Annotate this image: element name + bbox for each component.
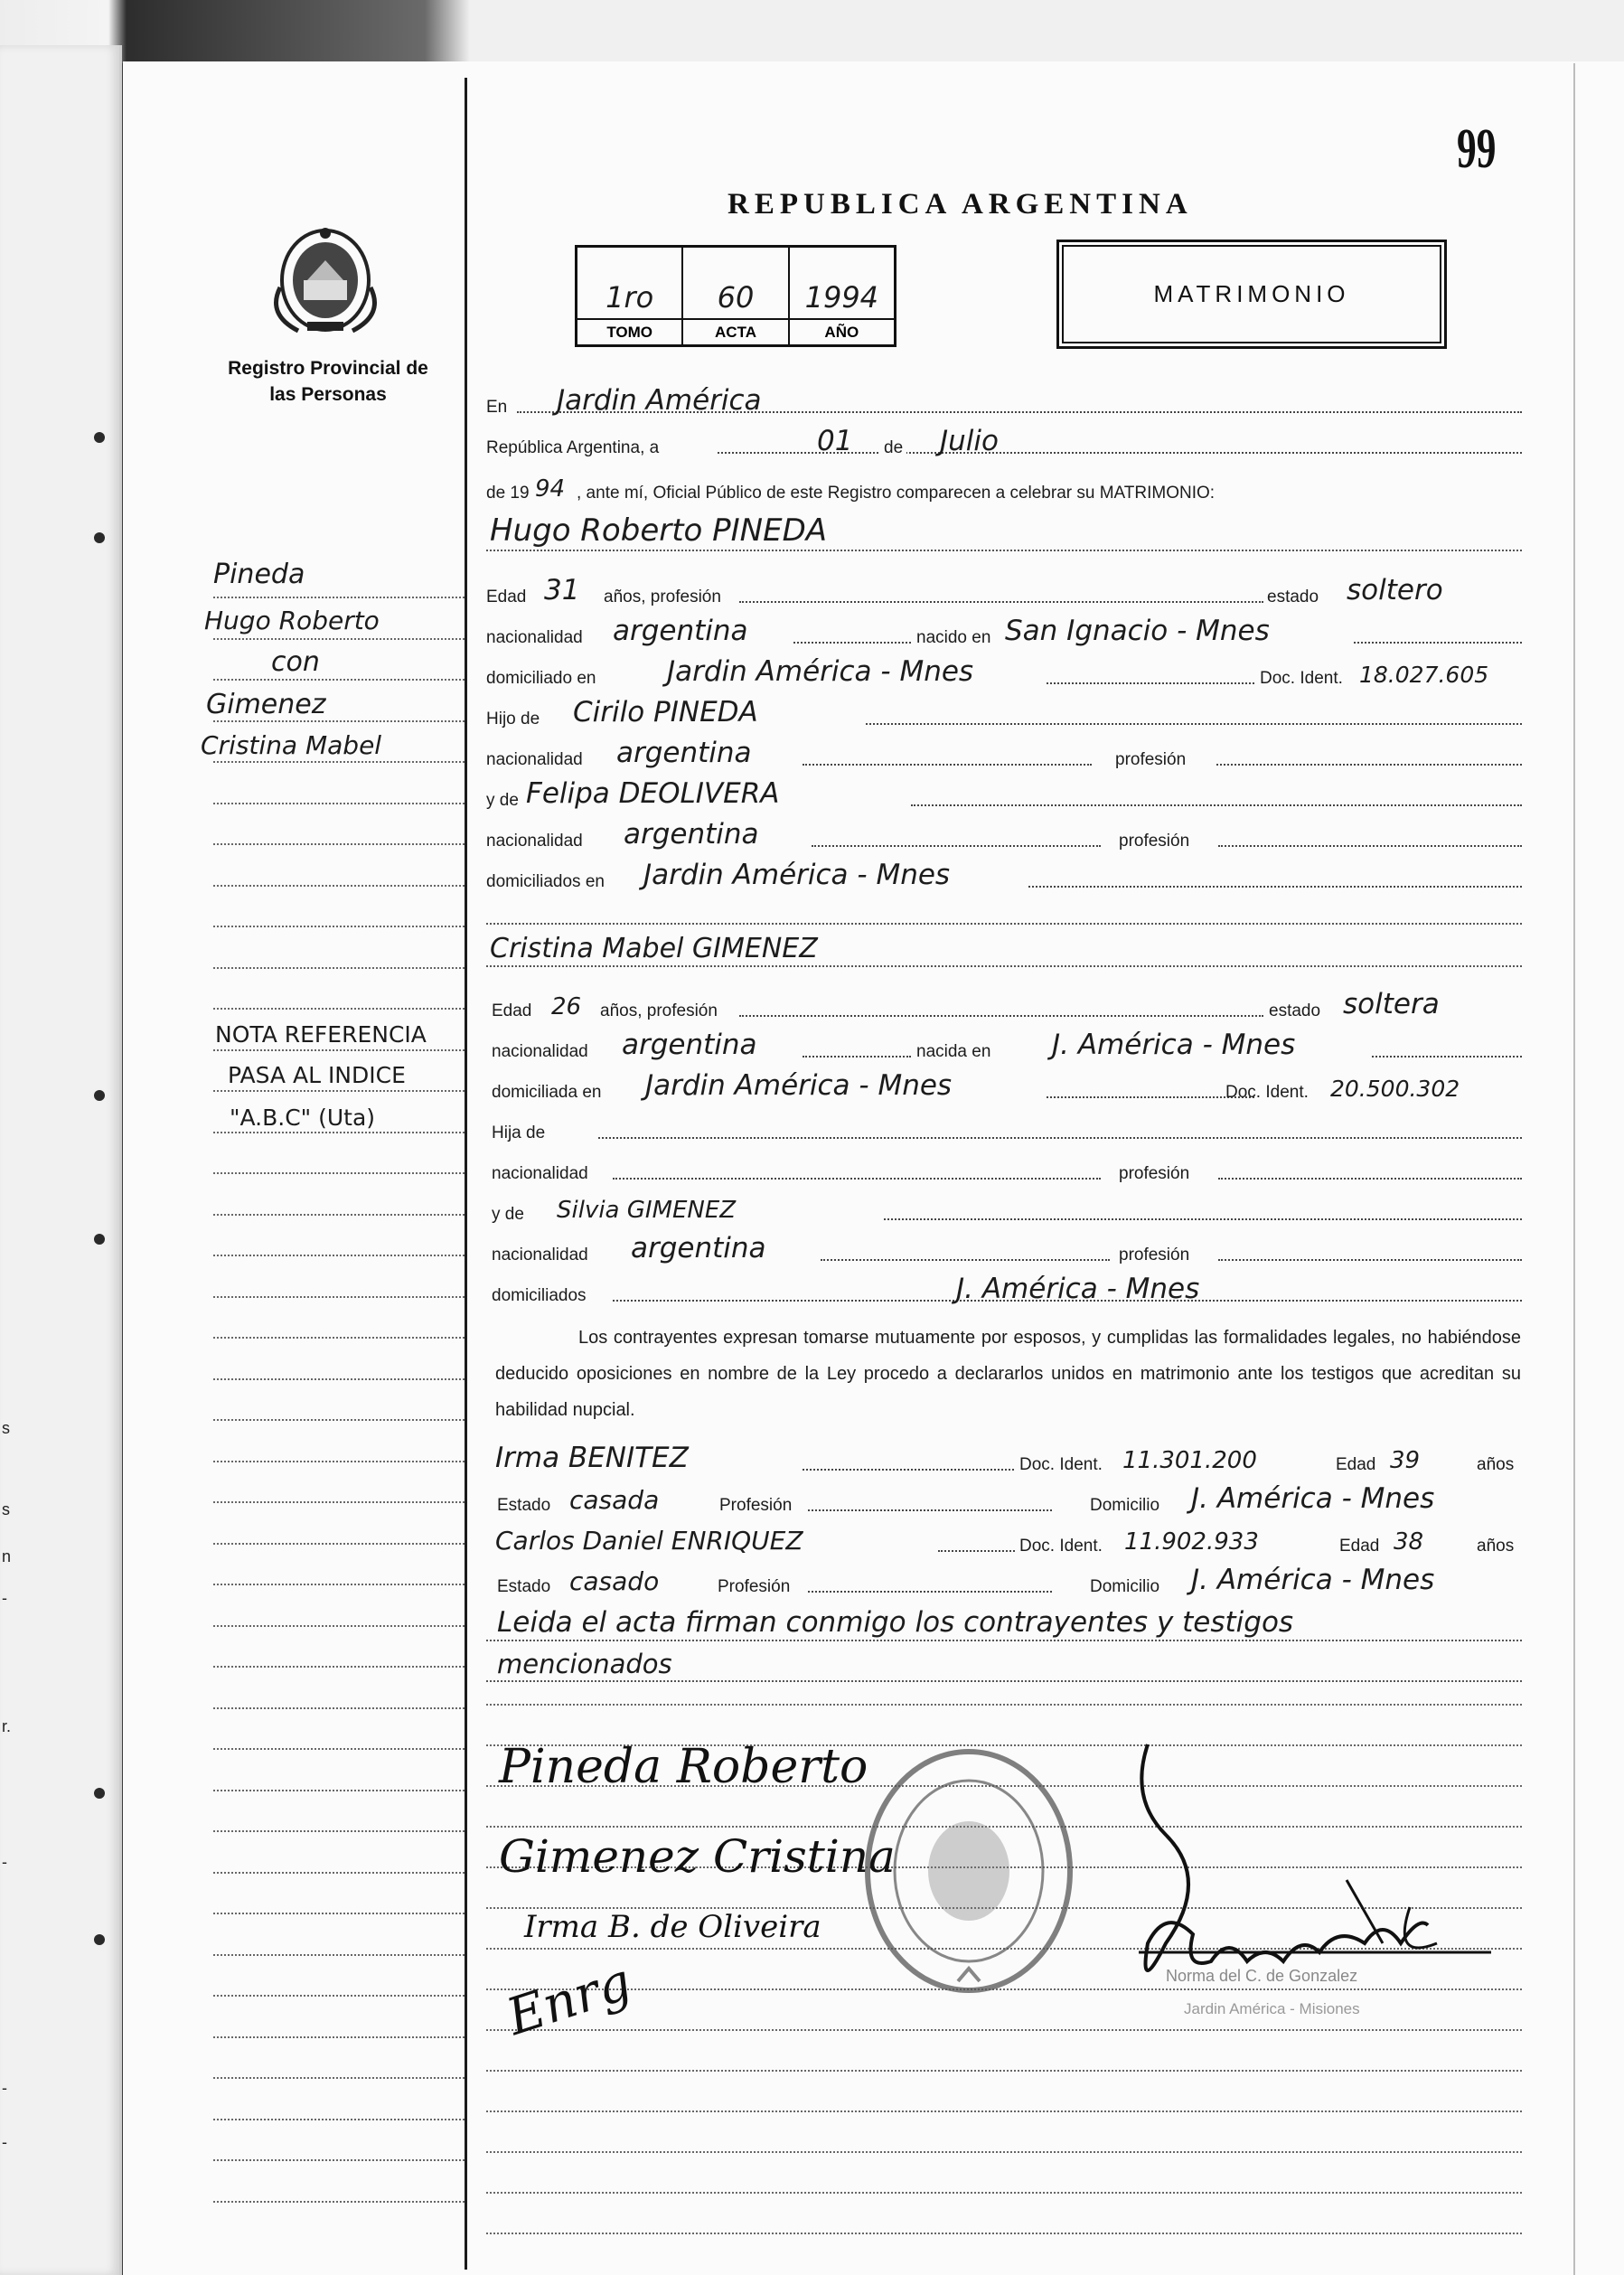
acta-label: ACTA xyxy=(683,318,787,344)
bride-mother-nac-label: nacionalidad xyxy=(492,1246,588,1264)
country-title: REPUBLICA ARGENTINA xyxy=(728,188,1193,221)
groom-mother-nac-row xyxy=(486,813,1522,855)
groom-father-nac-row xyxy=(486,732,1522,774)
witness2-doc-label: Doc. Ident. xyxy=(1016,1537,1106,1556)
scanner-background xyxy=(0,0,1624,63)
groom-father-nac: argentina xyxy=(616,737,752,769)
groom-nac-row xyxy=(486,610,1522,652)
groom-profesion-label: años, profesión xyxy=(604,588,721,606)
groom-mother-nac: argentina xyxy=(624,818,759,851)
witness1-name: Irma BENITEZ xyxy=(495,1442,689,1474)
bride-yde-label: y de xyxy=(492,1205,524,1224)
groom-edad: 31 xyxy=(544,574,580,606)
closing-row-1 xyxy=(486,1602,1522,1643)
groom-domicilio: Jardin América - Mnes xyxy=(667,655,974,688)
acta-value: 60 xyxy=(717,280,755,315)
ruled-line xyxy=(486,2070,1522,2072)
de-label: de xyxy=(880,438,906,458)
margin-ruled-line xyxy=(213,843,465,845)
witness2-profesion-label: Profesión xyxy=(718,1577,791,1596)
margin-ruled-line xyxy=(213,638,465,640)
margin-ruled-line xyxy=(213,1748,465,1750)
groom-estado: soltero xyxy=(1347,574,1443,606)
tomo-value: 1ro xyxy=(605,280,654,315)
margin-ruled-line xyxy=(213,597,465,598)
margin-ruled-line xyxy=(213,1296,465,1298)
groom-edad-label: Edad xyxy=(486,588,527,606)
margin-ruled-line xyxy=(213,1625,465,1627)
margin-ruled-line xyxy=(213,885,465,887)
bride-edad: 26 xyxy=(551,993,582,1020)
bride-doc: 20.500.302 xyxy=(1330,1076,1460,1102)
witness2-edad-label: Edad xyxy=(1339,1537,1380,1556)
witness1-anos-label: años xyxy=(1477,1455,1515,1474)
bride-domicilio: Jardin América - Mnes xyxy=(645,1069,953,1102)
groom-mother-nac-label: nacionalidad xyxy=(486,832,583,851)
witness-signature: Irma B. de Oliveira xyxy=(524,1909,821,1945)
margin-divider xyxy=(465,78,467,2270)
ano-cell xyxy=(790,248,894,344)
groom-doc-label: Doc. Ident. xyxy=(1260,669,1343,688)
bride-nacionalidad: argentina xyxy=(622,1029,757,1061)
margin-con: con xyxy=(271,646,320,678)
ruled-line xyxy=(486,2192,1522,2194)
official-signature-icon xyxy=(1112,1726,1500,2052)
tomo-cell xyxy=(577,248,683,344)
book-reference-box xyxy=(575,245,896,347)
margin-ruled-line xyxy=(213,1666,465,1668)
margin-ruled-line xyxy=(213,2201,465,2203)
margin-ruled-line xyxy=(213,1872,465,1874)
margin-ruled-line xyxy=(213,2119,465,2120)
bride-father-row xyxy=(486,1105,1522,1147)
closing-line-2: mencionados xyxy=(497,1649,672,1679)
bride-age-row xyxy=(486,983,1522,1025)
bride-parents-dom-label: domiciliados xyxy=(492,1286,587,1305)
bride-nac-label: nacionalidad xyxy=(492,1042,588,1061)
margin-ruled-line xyxy=(213,1378,465,1380)
witness2-domicilio-label: Domicilio xyxy=(1090,1577,1160,1596)
witness2-edad: 38 xyxy=(1394,1528,1424,1556)
bride-profesion-label: años, profesión xyxy=(600,1001,718,1020)
blank-row xyxy=(486,890,1522,926)
groom-father-prof-label: profesión xyxy=(1115,750,1187,769)
ruled-line xyxy=(486,2233,1522,2234)
margin-ruled-line xyxy=(213,1913,465,1914)
groom-father-nac-label: nacionalidad xyxy=(486,750,583,769)
provincial-crest-icon xyxy=(262,224,389,342)
year-value: 94 xyxy=(535,475,566,503)
bride-edad-label: Edad xyxy=(492,1001,532,1020)
registry-title: Registro Provincial de las Personas xyxy=(228,358,428,405)
declaration-text: Los contrayentes expresan tomarse mutuamente por esposos, y cumplidas las formalidades legales, no habiéndose deducido oposiciones en nombre de la Ley procedo a declararlos unidos en matrimonio ante los testigos que acreditan su habilidad nupcial. xyxy=(495,1328,1521,1420)
witness1-profesion-label: Profesión xyxy=(719,1496,793,1515)
witness2-signature: Enrg xyxy=(500,1952,639,2047)
tomo-label: TOMO xyxy=(577,318,681,344)
witness2-domicilio: J. América - Mnes xyxy=(1191,1564,1435,1596)
bride-name: Cristina Mabel GIMENEZ xyxy=(490,933,818,964)
groom-yde-label: y de xyxy=(486,791,519,810)
margin-surname-2: Gimenez xyxy=(206,689,326,720)
groom-nac-label: nacionalidad xyxy=(486,628,583,647)
margin-ruled-line xyxy=(213,1501,465,1503)
page-number: 99 xyxy=(1457,118,1497,180)
place-value: Jardin América xyxy=(557,384,762,417)
margin-ruled-line xyxy=(213,926,465,927)
date-row xyxy=(486,420,1522,462)
margin-given-2: Cristina Mabel xyxy=(201,730,382,760)
margin-ruled-line xyxy=(213,1090,465,1092)
place-label: En xyxy=(486,398,508,417)
registry-seal-icon xyxy=(860,1744,1077,1998)
ruled-line xyxy=(486,2151,1522,2153)
bride-parents-dom-row xyxy=(486,1268,1522,1310)
groom-nacido-label: nacido en xyxy=(916,628,991,647)
month-value: Julio xyxy=(940,425,999,457)
margin-ruled-line xyxy=(213,720,465,722)
bride-mother-row xyxy=(486,1187,1522,1228)
ruled-line xyxy=(486,1704,1522,1706)
bride-signature: Gimenez Cristina xyxy=(499,1830,896,1883)
margin-ruled-line xyxy=(213,1049,465,1051)
bride-mother-nac-row xyxy=(486,1227,1522,1269)
margin-ruled-line xyxy=(213,1172,465,1174)
bride-father-nac-label: nacionalidad xyxy=(492,1164,588,1183)
groom-parents-dom: Jardin América - Mnes xyxy=(643,859,951,891)
margin-ruled-line xyxy=(213,679,465,681)
bride-father-prof-label: profesión xyxy=(1119,1164,1190,1183)
ano-label: AÑO xyxy=(790,318,894,344)
groom-father-row xyxy=(486,691,1522,733)
bride-hija-label: Hija de xyxy=(492,1123,546,1142)
record-type: MATRIMONIO xyxy=(1153,280,1350,307)
witness2-row xyxy=(486,1518,1522,1560)
margin-surname-1: Pineda xyxy=(213,559,305,590)
margin-ruled-line xyxy=(213,1255,465,1256)
groom-father: Cirilo PINEDA xyxy=(573,696,758,729)
groom-dom-row xyxy=(486,651,1522,692)
bride-mother: Silvia GIMENEZ xyxy=(557,1197,737,1224)
witness2-estado-label: Estado xyxy=(497,1577,551,1596)
bride-dom-row xyxy=(486,1065,1522,1106)
year-row xyxy=(486,465,1522,507)
witness1-edad: 39 xyxy=(1390,1447,1421,1474)
margin-ruled-line xyxy=(213,1830,465,1832)
margin-ruled-line xyxy=(213,2159,465,2161)
margin-ruled-line xyxy=(213,967,465,969)
republic-label: República Argentina, a xyxy=(486,438,660,457)
margin-ruled-line xyxy=(213,1584,465,1585)
witness2-estado: casado xyxy=(569,1566,660,1596)
groom-name-row xyxy=(486,506,1522,553)
bride-nacida-label: nacida en xyxy=(916,1042,991,1061)
bride-mother-prof-label: profesión xyxy=(1119,1246,1190,1264)
day-value: 01 xyxy=(817,425,853,457)
groom-age-row xyxy=(486,569,1522,611)
margin-ruled-line xyxy=(213,761,465,763)
bride-doc-label: Doc. Ident. xyxy=(1225,1083,1309,1102)
groom-mother: Felipa DEOLIVERA xyxy=(526,777,780,810)
groom-dom-label: domiciliado en xyxy=(486,669,596,688)
groom-nacionalidad: argentina xyxy=(613,615,748,647)
ruled-line xyxy=(486,2110,1522,2112)
margin-ruled-line xyxy=(213,1419,465,1421)
bride-parents-dom: J. América - Mnes xyxy=(956,1273,1200,1305)
groom-doc: 18.027.605 xyxy=(1359,662,1489,688)
witness2-doc: 11.902.933 xyxy=(1124,1528,1259,1556)
witness1-domicilio: J. América - Mnes xyxy=(1191,1482,1435,1515)
witness2-anos-label: años xyxy=(1477,1537,1515,1556)
margin-ruled-line xyxy=(213,1543,465,1545)
witness1-domicilio-label: Domicilio xyxy=(1090,1496,1160,1515)
witness1-estado-label: Estado xyxy=(497,1496,551,1515)
closing-row-2 xyxy=(486,1642,1522,1684)
bride-name-row xyxy=(486,922,1522,969)
margin-ruled-line xyxy=(213,1954,465,1956)
margin-ruled-line xyxy=(213,1995,465,1997)
margin-ruled-line xyxy=(213,1132,465,1133)
bride-estado: soltera xyxy=(1343,988,1440,1020)
groom-signature: Pineda Roberto xyxy=(499,1740,868,1794)
margin-ruled-line xyxy=(213,2077,465,2079)
official-stamp-line1: Norma del C. de Gonzalez xyxy=(1166,1967,1358,1985)
witness1-estado: casada xyxy=(569,1485,660,1515)
groom-mother-prof-label: profesión xyxy=(1119,832,1190,851)
bride-estado-label: estado xyxy=(1269,1001,1321,1020)
groom-mother-row xyxy=(486,773,1522,814)
record-type-box xyxy=(1056,240,1447,349)
ano-value: 1994 xyxy=(804,280,879,315)
margin-given-1: Hugo Roberto xyxy=(204,606,380,635)
margin-ruled-line xyxy=(213,1790,465,1791)
bride-nac-row xyxy=(486,1024,1522,1066)
bride-father-nac-row xyxy=(486,1146,1522,1188)
margin-note-2: PASA AL INDICE xyxy=(228,1062,406,1088)
margin-ruled-line xyxy=(213,1214,465,1216)
groom-name: Hugo Roberto PINEDA xyxy=(490,512,828,549)
margin-ruled-line xyxy=(213,1008,465,1010)
intro-text: , ante mí, Oficial Público de este Registro comparecen a celebrar su MATRIMONIO: xyxy=(577,484,1216,503)
witness1-edad-label: Edad xyxy=(1336,1455,1376,1474)
year-prefix: de 19 xyxy=(486,484,530,503)
margin-note-3: "A.B.C" (Uta) xyxy=(230,1105,376,1131)
witness2-estado-row xyxy=(486,1559,1522,1601)
groom-parents-dom-label: domiciliados en xyxy=(486,872,605,891)
official-stamp-line2: Jardin América - Misiones xyxy=(1184,2000,1360,2017)
witness1-estado-row xyxy=(486,1478,1522,1519)
closing-line-1: Leida el acta firman conmigo los contrayentes y testigos xyxy=(497,1606,1294,1639)
bride-dom-label: domiciliada en xyxy=(492,1083,602,1102)
place-row xyxy=(486,380,1522,421)
groom-hijo-label: Hijo de xyxy=(486,710,540,729)
declaration-paragraph xyxy=(495,1320,1521,1428)
bride-mother-nac: argentina xyxy=(631,1232,766,1264)
page-edge xyxy=(1573,63,1575,2275)
acta-cell xyxy=(683,248,789,344)
groom-nacido: San Ignacio - Mnes xyxy=(1005,615,1270,647)
margin-note-1: NOTA REFERENCIA xyxy=(215,1021,427,1048)
margin-ruled-line xyxy=(213,803,465,804)
witness1-doc-label: Doc. Ident. xyxy=(1016,1455,1106,1475)
groom-estado-label: estado xyxy=(1267,588,1319,606)
margin-ruled-line xyxy=(213,1337,465,1339)
margin-ruled-line xyxy=(213,1461,465,1462)
bride-nacida: J. América - Mnes xyxy=(1052,1029,1296,1061)
margin-ruled-line xyxy=(213,2036,465,2038)
witness1-doc: 11.301.200 xyxy=(1122,1447,1257,1474)
margin-ruled-line xyxy=(213,1707,465,1709)
witness1-row xyxy=(486,1437,1522,1479)
witness2-name: Carlos Daniel ENRIQUEZ xyxy=(495,1526,803,1556)
